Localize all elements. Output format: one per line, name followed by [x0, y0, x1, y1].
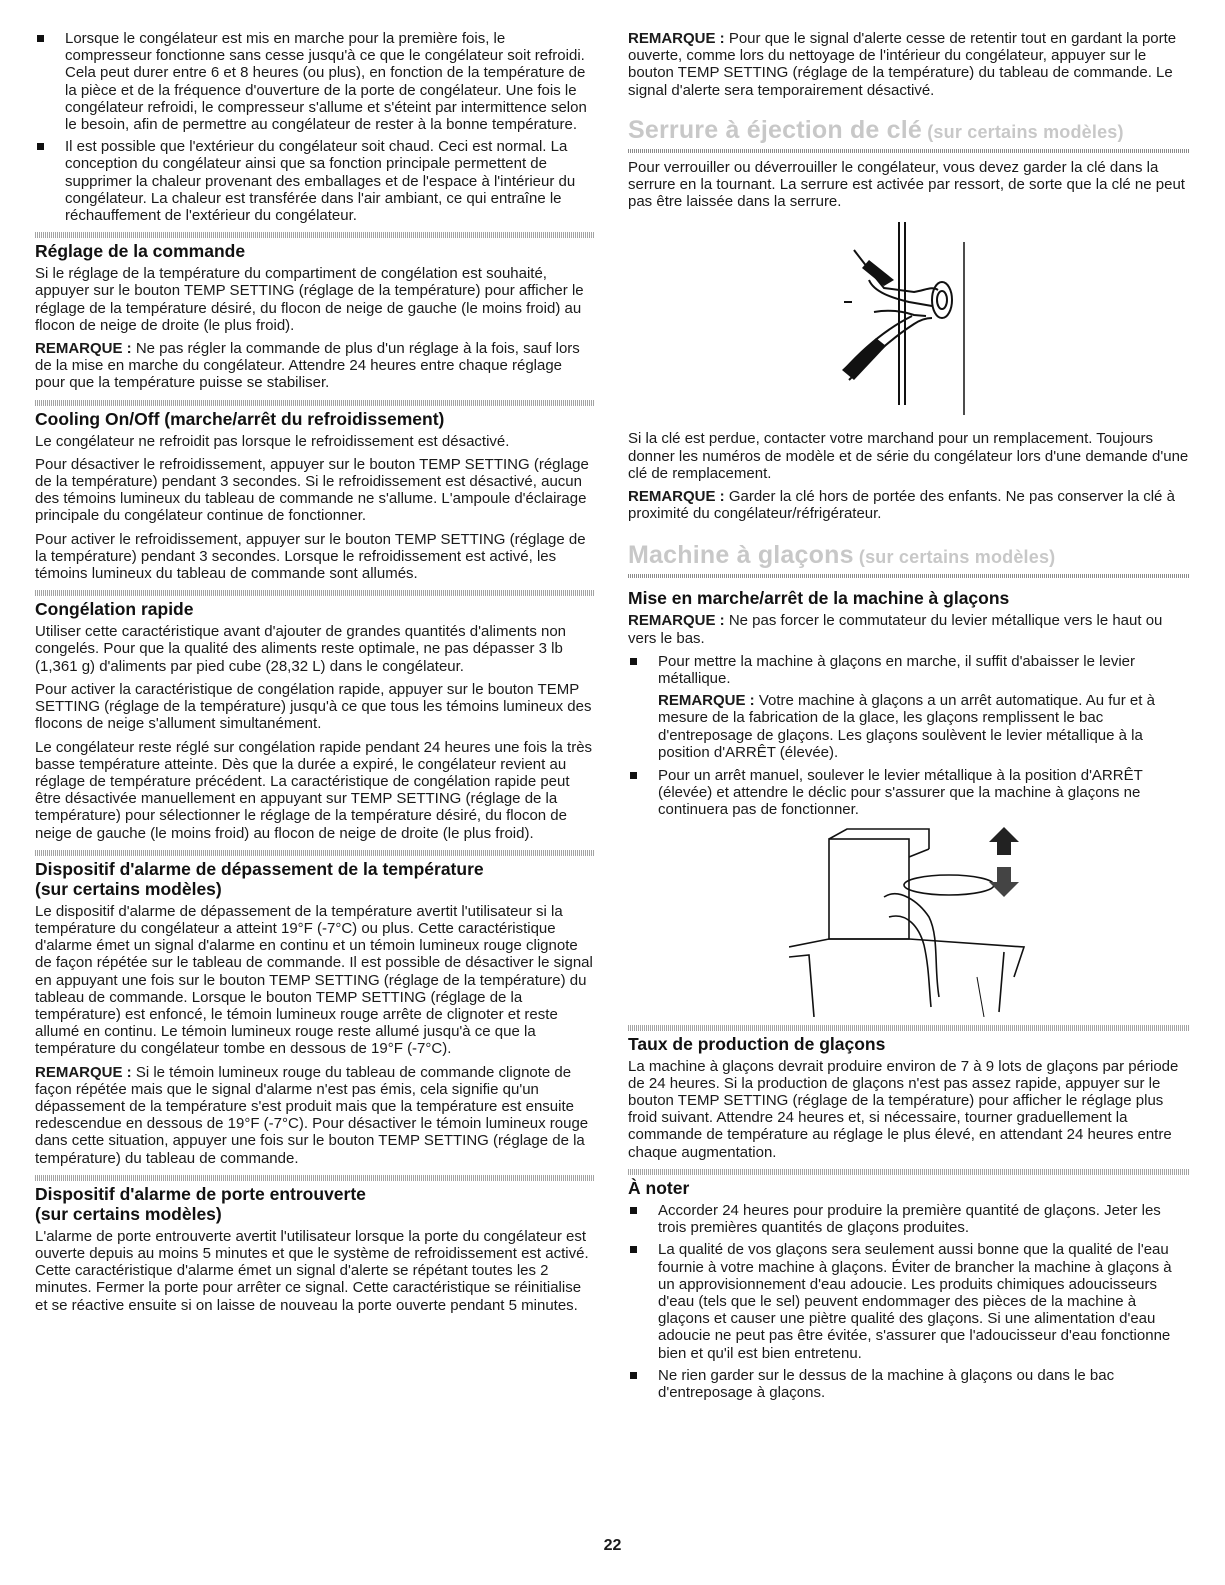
cooling-paragraph-1: Le congélateur ne refroidit pas lorsque le refroidissement est désactivé.	[35, 432, 510, 450]
section-divider	[35, 590, 595, 596]
section-divider	[35, 232, 595, 238]
section-title-alarme-temp	[35, 859, 595, 899]
machine-bullet-1: Pour mettre la machine à glaçons en marche, il suffit d'abaisser le levier métallique.	[628, 653, 1190, 687]
note-label: REMARQUE :	[35, 1063, 132, 1081]
title-sub: (sur certains modèles)	[922, 121, 1124, 142]
section-title-taux: Taux de production de glaçons	[628, 1033, 886, 1054]
left-column	[35, 30, 595, 1320]
title-main: Machine à glaçons	[628, 541, 854, 570]
section-title-alarme-porte	[35, 1184, 595, 1224]
section-divider	[35, 1175, 595, 1181]
note-label: REMARQUE :	[628, 488, 725, 506]
title-sub: (sur certains modèles)	[853, 547, 1056, 568]
cooling-paragraph-3: Pour activer le refroidissement, appuyer sur le bouton TEMP SETTING (réglage de la température) pendant 3 secondes. Lorsque le refroidissement est activé, les témoins lumineux du tableau de commande sont allumés.	[35, 530, 586, 583]
cooling-paragraph-2: Pour désactiver le refroidissement, appuyer sur le bouton TEMP SETTING (réglage de la température) pendant 3 secondes. Si le refroidissement est désactivé, aucun des témoins lumineux du tableau de commande ne s'allume. L'ampoule d'éclairage principale du congélateur continue de fonctionner.	[35, 455, 589, 525]
a-noter-bullet-3: Ne rien garder sur le dessus de la machine à glaçons ou dans le bac d'entreposage à glaçons.	[628, 1367, 1190, 1401]
section-divider	[628, 1025, 1190, 1031]
title-main: Serrure à éjection de clé	[628, 115, 923, 144]
machine-bullet-1-note	[628, 692, 1190, 761]
rapide-paragraph-1: Utiliser cette caractéristique avant d'ajouter de grandes quantités d'aliments non congelés. Pour que la qualité des aliments reste optimale, ne pas dépasser 3 lb (1,361 g) d'aliments par pied cube (28,32 L) dans le congélateur.	[35, 623, 567, 675]
serrure-paragraph-1: Pour verrouiller ou déverrouiller le congélateur, vous devez garder la clé dans la serrure en la tournant. La serrure est activée par ressort, de sorte que la clé ne peut pas être laissée dans la serrure.	[628, 158, 1185, 211]
a-noter-bullet-1: Accorder 24 heures pour produire la première quantité de glaçons. Jeter les trois premières quantités de glaçons produites.	[628, 1202, 1190, 1236]
serrure-paragraph-2: Si la clé est perdue, contacter votre marchand pour un remplacement. Toujours donner les numéros de modèle et de série du congélateur lors d'une demande d'une clé de remplacement.	[628, 430, 1189, 482]
rapide-paragraph-2: Pour activer la caractéristique de congélation rapide, appuyer sur le bouton TEMP SETTING (réglage de la température) jusqu'à ce que tous les témoins lumineux des flocons de neige s'allument simultanément.	[35, 680, 592, 733]
right-column	[628, 30, 1190, 1406]
title-line-2: (sur certains modèles)	[35, 878, 222, 899]
machine-note	[628, 612, 1190, 646]
note-text: Ne pas forcer le commutateur du levier métallique vers le haut ou vers le bas.	[628, 612, 1163, 647]
page-number: 22	[603, 1537, 622, 1554]
note-label: REMARQUE :	[658, 692, 755, 710]
subsection-title-mise-en-marche: Mise en marche/arrêt de la machine à glaçons	[628, 588, 1010, 609]
ice-maker-illustration	[789, 827, 1029, 1017]
reglage-note	[35, 340, 595, 392]
taux-paragraph: La machine à glaçons devrait produire environ de 7 à 9 lots de glaçons par période de 24 heures. Si la production de glaçons n'est pas assez rapide, appuyer sur le bouton TEMP SETTING (réglage de la température) pour afficher le réglage plus froid suivant. Attendre 24 heures et, si nécessaire, tourner graduellement la commande de température au réglage le plus élevé, en attendant 24 heures entre chaque augmentation.	[628, 1057, 1179, 1161]
note-text: Votre machine à glaçons a un arrêt automatique. Au fur et à mesure de la fabrication de la glace, les glaçons remplissent le bac d'entreposage de glaçons. Les glaçons soulèvent le levier métallique à la position d'ARRÊT (élevée).	[658, 692, 1155, 761]
section-divider	[35, 850, 595, 856]
alarme-porte-paragraph: L'alarme de porte entrouverte avertit l'utilisateur lorsque la porte du congélateur est ouverte depuis au moins 5 minutes et que le système de refroidissement est activé. Cette caractéristique d'alarme émet un signal d'alerte se répétant toutes les 2 minutes. Fermer la porte pour arrêter ce signal. Cette caractéristique se réinitialise et se réactive ensuite si on laisse de nouveau la porte ouverte pendant 5 minutes.	[35, 1227, 589, 1314]
section-divider	[628, 574, 1190, 578]
section-title-reglage: Réglage de la commande	[35, 241, 246, 262]
note-text: Pour que le signal d'alerte cesse de retentir tout en gardant la porte ouverte, comme lors du nettoyage de l'intérieur du congélateur, appuyer sur le bouton TEMP SETTING (réglage de la température) du tableau de commande. Le signal d'alerte sera temporairement désactivé.	[628, 30, 1177, 99]
section-title-rapide: Congélation rapide	[35, 599, 194, 620]
note-text: Ne pas régler la commande de plus d'un réglage à la fois, sauf lors de la mise en marche du congélateur. Attendre 24 heures entre chaque réglage pour que la température puisse se stabiliser.	[35, 340, 580, 392]
section-divider	[628, 149, 1190, 153]
note-label: REMARQUE :	[628, 30, 725, 47]
alert-note	[628, 30, 1190, 99]
title-line-1: Dispositif d'alarme de porte entrouverte	[35, 1183, 366, 1204]
serrure-note	[628, 488, 1190, 522]
note-label: REMARQUE :	[628, 612, 725, 630]
alarme-temp-paragraph: Le dispositif d'alarme de dépassement de la température avertit l'utilisateur si la température du congélateur a atteint 19°F (-7°C) ou plus. Cette caractéristique d'alarme émet un signal d'alarme en continu et un témoin lumineux rouge clignote de façon répétée sur le tableau de commande. Il est possible de désactiver le signal en appuyant une fois sur le bouton TEMP SETTING (réglage de la température) du tableau de commande. Lorsque le bouton TEMP SETTING (réglage de la température) est enfoncé, le témoin lumineux rouge arrête de clignoter et reste allumé en continu. Le témoin lumineux rouge reste allumé jusqu'à ce que la température du congélateur tombe en dessous de 19°F (-7°C).	[35, 902, 593, 1058]
section-title-machine	[628, 540, 1190, 572]
note-text: Si le témoin lumineux rouge du tableau de commande clignote de façon répétée mais que le signal d'alarme n'est pas émis, cela signifie qu'un dépassement de la température s'est produit mais que la température est ensuite redescendue en dessous de 19°F (-7°C). Pour désactiver le témoin lumineux rouge dans cette situation, appuyer une fois sur le bouton TEMP SETTING (réglage de la température) du tableau de commande.	[35, 1063, 589, 1167]
a-noter-bullet-2: La qualité de vos glaçons sera seulement aussi bonne que la qualité de l'eau fournie à votre machine à glaçons. Éviter de brancher la machine à glaçons à un approvisionnement d'eau adoucie. Les produits chimiques adoucisseurs d'eau (tels que le sel) peuvent endommager des pièces de la machine à glaçons et causer une piètre qualité des glaçons. Si une alimentation d'eau adoucie ne peut pas être évitée, s'assurer que l'adoucisseur d'eau fonctionne bien et qu'il est bien entretenu.	[628, 1241, 1190, 1361]
intro-bullet-1: Lorsque le congélateur est mis en marche pour la première fois, le compresseur fonctionne sans cesse jusqu'à ce que le congélateur soit refroidi. Cela peut durer entre 6 et 8 heures (ou plus), en fonction de la température de la pièce et de la fréquence d'ouverture de la porte de congélateur. Une fois le congélateur refroidi, le compresseur s'allume et s'éteint par intermittence selon le besoin, afin de permettre au congélateur de rester à la bonne température.	[35, 30, 595, 133]
section-title-serrure	[628, 115, 1190, 147]
section-title-cooling: Cooling On/Off (marche/arrêt du refroidissement)	[35, 408, 445, 429]
alarme-temp-note	[35, 1064, 595, 1167]
section-title-a-noter: À noter	[628, 1177, 690, 1198]
note-label: REMARQUE :	[35, 340, 132, 358]
rapide-paragraph-3: Le congélateur reste réglé sur congélation rapide pendant 24 heures une fois la très basse température atteinte. Dès que la durée a expiré, le congélateur revient au réglage de température précédent. La caractéristique de congélation rapide peut être désactivée manuellement en appuyant sur TEMP SETTING (réglage de la température) pour sélectionner le réglage de la température désiré, du flocon de neige de gauche (le moins froid) au flocon de neige de droite (le plus froid).	[35, 738, 593, 842]
title-line-1: Dispositif d'alarme de dépassement de la température	[35, 858, 484, 879]
title-line-2: (sur certains modèles)	[35, 1203, 222, 1224]
note-text: Garder la clé hors de portée des enfants. Ne pas conserver la clé à proximité du congélateur/réfrigérateur.	[628, 488, 1175, 523]
reglage-paragraph: Si le réglage de la température du compartiment de congélation est souhaité, appuyer sur le bouton TEMP SETTING (réglage de la température) pour afficher le réglage de la température désiré, du flocon de neige de gauche (le moins froid) au flocon de neige de droite (le plus froid).	[35, 265, 584, 334]
machine-bullet-2: Pour un arrêt manuel, soulever le levier métallique à la position d'ARRÊT (élevée) et attendre le déclic pour s'assurer que la machine à glaçons ne continuera pas de fonctionner.	[628, 767, 1190, 819]
section-divider	[628, 1169, 1190, 1175]
intro-bullet-2: Il est possible que l'extérieur du congélateur soit chaud. Ceci est normal. La conception du congélateur ainsi que sa fonction principale permettent de supprimer la chaleur provenant des emballages et de l'espace à l'intérieur du congélateur. La chaleur est transférée dans l'air ambiant, ce qui entraîne le réchauffement de l'extérieur du congélateur.	[35, 138, 595, 224]
section-divider	[35, 400, 595, 406]
key-lock-illustration	[814, 220, 1004, 420]
